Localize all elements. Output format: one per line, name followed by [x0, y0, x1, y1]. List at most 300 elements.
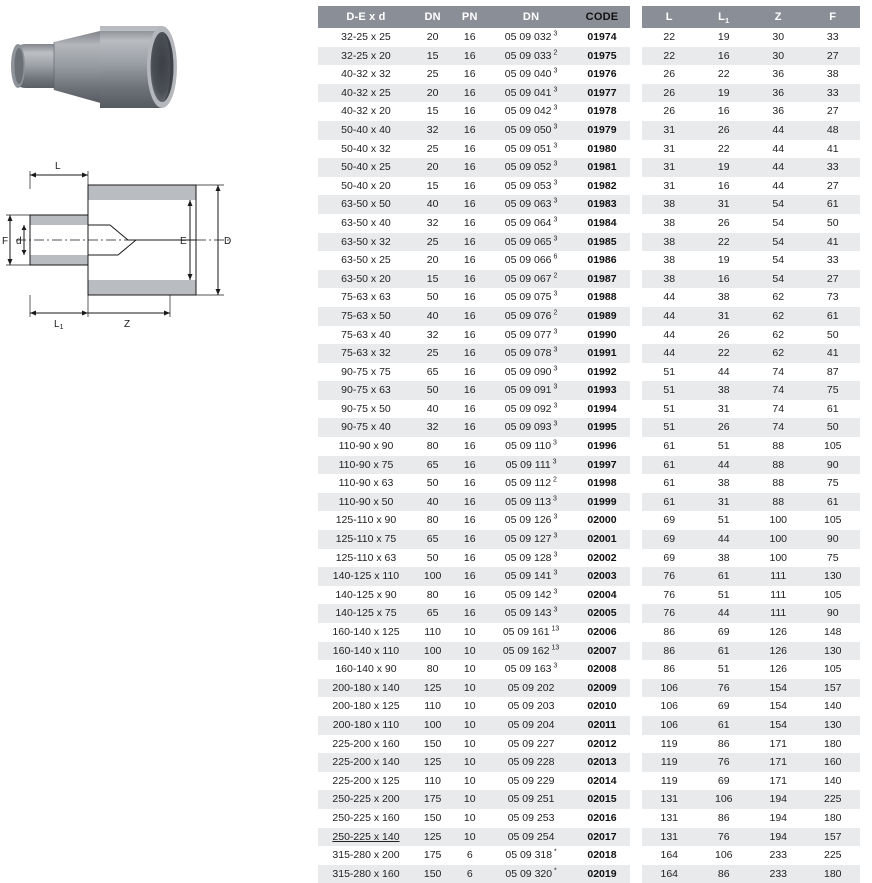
cell-dn-right: 05 09 112 $^2$ [488, 474, 574, 493]
table-row [318, 121, 630, 140]
cell-dn-left: 20 [414, 84, 451, 103]
cell-dimension: 90-75 x 63 [318, 381, 414, 400]
cell-dn-right: 05 09 141 $^3$ [488, 567, 574, 586]
cell-Z: 88 [751, 456, 806, 475]
cell-code: 01979 [574, 121, 630, 140]
cell-L: 44 [642, 344, 697, 363]
cell-dimension: 160-140 x 110 [318, 642, 414, 661]
cell-dimension: 63-50 x 20 [318, 270, 414, 289]
table-row [642, 307, 860, 326]
cell-Z: 111 [751, 604, 806, 623]
cell-code: 01993 [574, 381, 630, 400]
cell-Z: 194 [751, 828, 806, 847]
cell-F: 140 [806, 772, 861, 791]
cell-F: 180 [806, 735, 861, 754]
cell-dn-right: 05 09 254 [488, 828, 574, 847]
cell-dn-right: 05 09 229 [488, 772, 574, 791]
cell-pn: 6 [451, 846, 488, 865]
cell-Z: 100 [751, 511, 806, 530]
cell-L1: 16 [697, 177, 752, 196]
cell-dn-right: 05 09 075 $^3$ [488, 288, 574, 307]
cell-dimension: 40-32 x 20 [318, 102, 414, 121]
cell-L: 76 [642, 586, 697, 605]
table-row [642, 363, 860, 382]
cell-L1: 61 [697, 567, 752, 586]
cell-Z: 111 [751, 586, 806, 605]
cell-F: 41 [806, 140, 861, 159]
table-row [318, 251, 630, 270]
table-row [318, 772, 630, 791]
cell-dn-left: 80 [414, 511, 451, 530]
cell-code: 02007 [574, 642, 630, 661]
cell-pn: 16 [451, 567, 488, 586]
table-row [642, 567, 860, 586]
cell-F: 33 [806, 84, 861, 103]
cell-dn-right: 05 09 065 $^3$ [488, 233, 574, 252]
cell-L: 38 [642, 233, 697, 252]
cell-code: 01975 [574, 47, 630, 66]
cell-Z: 88 [751, 437, 806, 456]
cell-L1: 51 [697, 586, 752, 605]
cell-L: 51 [642, 418, 697, 437]
cell-L: 26 [642, 65, 697, 84]
cell-dn-right: 05 09 142 $^3$ [488, 586, 574, 605]
cell-dn-right: 05 09 033 $^2$ [488, 47, 574, 66]
dim-label-Z: Z [124, 319, 131, 330]
table-row [318, 530, 630, 549]
table-row [642, 437, 860, 456]
cell-L1: 38 [697, 474, 752, 493]
cell-F: 61 [806, 195, 861, 214]
cell-pn: 16 [451, 381, 488, 400]
cell-L1: 51 [697, 660, 752, 679]
cell-dn-left: 25 [414, 65, 451, 84]
table-row [642, 790, 860, 809]
cell-dn-left: 80 [414, 660, 451, 679]
cell-F: 75 [806, 549, 861, 568]
cell-F: 75 [806, 474, 861, 493]
cell-pn: 10 [451, 716, 488, 735]
cell-pn: 16 [451, 270, 488, 289]
cell-code: 01987 [574, 270, 630, 289]
cell-F: 130 [806, 567, 861, 586]
cell-dimension: 32-25 x 25 [318, 28, 414, 47]
dim-label-L: L [55, 161, 61, 172]
cell-Z: 62 [751, 307, 806, 326]
header-L1: $L_1$ [697, 6, 752, 28]
table-row [318, 214, 630, 233]
cell-pn: 16 [451, 549, 488, 568]
cell-dn-right: 05 09 066 $^6$ [488, 251, 574, 270]
cell-L1: 69 [697, 623, 752, 642]
table-row [318, 233, 630, 252]
cell-dn-left: 15 [414, 177, 451, 196]
cell-pn: 16 [451, 418, 488, 437]
cell-pn: 16 [451, 65, 488, 84]
table-row [642, 753, 860, 772]
cell-pn: 10 [451, 660, 488, 679]
cell-pn: 16 [451, 195, 488, 214]
cell-dn-left: 100 [414, 642, 451, 661]
table-row [318, 790, 630, 809]
cell-dn-right: 05 09 126 $^3$ [488, 511, 574, 530]
table-row [642, 660, 860, 679]
cell-pn: 16 [451, 251, 488, 270]
cell-pn: 10 [451, 642, 488, 661]
cell-L: 44 [642, 326, 697, 345]
cell-L: 26 [642, 102, 697, 121]
header-F: F [806, 6, 861, 28]
cell-code: 01982 [574, 177, 630, 196]
table-row [642, 772, 860, 791]
cell-L1: 26 [697, 326, 752, 345]
cell-Z: 88 [751, 474, 806, 493]
cell-L: 69 [642, 530, 697, 549]
cell-pn: 16 [451, 437, 488, 456]
cell-dn-left: 65 [414, 363, 451, 382]
cell-L: 44 [642, 288, 697, 307]
table-row [318, 660, 630, 679]
table-row [642, 716, 860, 735]
table-row [318, 307, 630, 326]
cell-dimension: 250-225 x 200 [318, 790, 414, 809]
cell-F: 33 [806, 158, 861, 177]
cell-Z: 36 [751, 102, 806, 121]
cell-code: 02012 [574, 735, 630, 754]
cell-Z: 154 [751, 697, 806, 716]
cell-code: 01988 [574, 288, 630, 307]
cell-pn: 10 [451, 753, 488, 772]
cell-dimension: 63-50 x 40 [318, 214, 414, 233]
cell-L1: 22 [697, 344, 752, 363]
cell-Z: 233 [751, 865, 806, 883]
table-row [642, 530, 860, 549]
cell-dn-right: 05 09 053 $^3$ [488, 177, 574, 196]
cell-L: 38 [642, 270, 697, 289]
cell-dimension: 110-90 x 50 [318, 493, 414, 512]
cell-dn-left: 80 [414, 586, 451, 605]
cell-dimension: 200-180 x 140 [318, 679, 414, 698]
cell-code: 02017 [574, 828, 630, 847]
cell-dn-left: 125 [414, 679, 451, 698]
cell-pn: 16 [451, 84, 488, 103]
cell-dimension: 160-140 x 90 [318, 660, 414, 679]
cell-dimension: 50-40 x 40 [318, 121, 414, 140]
cell-dn-left: 150 [414, 735, 451, 754]
cell-code: 01981 [574, 158, 630, 177]
cell-code: 01984 [574, 214, 630, 233]
table-row [318, 511, 630, 530]
cell-L: 86 [642, 642, 697, 661]
cell-Z: 54 [751, 233, 806, 252]
cell-L1: 16 [697, 102, 752, 121]
cell-L1: 61 [697, 716, 752, 735]
cell-L1: 22 [697, 140, 752, 159]
cell-L: 61 [642, 456, 697, 475]
cell-L1: 86 [697, 809, 752, 828]
table-row [318, 437, 630, 456]
table-row [318, 716, 630, 735]
cell-dimension: 140-125 x 75 [318, 604, 414, 623]
cell-L: 31 [642, 140, 697, 159]
cell-F: 105 [806, 511, 861, 530]
cell-L1: 26 [697, 418, 752, 437]
cell-L: 51 [642, 381, 697, 400]
cell-Z: 44 [751, 140, 806, 159]
cell-code: 01983 [574, 195, 630, 214]
cell-dn-right: 05 09 041 $^3$ [488, 84, 574, 103]
cell-code: 01977 [574, 84, 630, 103]
table-row [318, 65, 630, 84]
table-row [318, 288, 630, 307]
cell-F: 90 [806, 604, 861, 623]
table-row [318, 102, 630, 121]
table-row [318, 418, 630, 437]
cell-code: 02000 [574, 511, 630, 530]
cell-F: 61 [806, 400, 861, 419]
table-row [318, 567, 630, 586]
cell-F: 140 [806, 697, 861, 716]
cell-dimension: 110-90 x 63 [318, 474, 414, 493]
cell-dn-right: 05 09 091 $^3$ [488, 381, 574, 400]
table-row [318, 344, 630, 363]
cell-Z: 54 [751, 214, 806, 233]
cell-dn-right: 05 09 077 $^3$ [488, 326, 574, 345]
cell-dn-right: 05 09 143 $^3$ [488, 604, 574, 623]
table-row [318, 363, 630, 382]
cell-L: 31 [642, 158, 697, 177]
cell-Z: 62 [751, 326, 806, 345]
cell-dimension: 40-32 x 25 [318, 84, 414, 103]
product-code-table [318, 6, 630, 883]
cell-Z: 74 [751, 363, 806, 382]
cell-dn-left: 110 [414, 697, 451, 716]
cell-pn: 10 [451, 790, 488, 809]
cell-code: 01997 [574, 456, 630, 475]
cell-code: 02008 [574, 660, 630, 679]
cell-code: 02019 [574, 865, 630, 883]
cell-L1: 16 [697, 270, 752, 289]
cell-F: 180 [806, 809, 861, 828]
cell-L: 131 [642, 828, 697, 847]
cell-dimension: 63-50 x 50 [318, 195, 414, 214]
cell-pn: 16 [451, 158, 488, 177]
cell-dn-left: 175 [414, 790, 451, 809]
cell-dimension: 125-110 x 75 [318, 530, 414, 549]
dim-label-d: d [16, 236, 22, 247]
table-row [318, 28, 630, 47]
cell-L1: 31 [697, 493, 752, 512]
cell-L1: 44 [697, 530, 752, 549]
table-row [642, 65, 860, 84]
header-Z: Z [751, 6, 806, 28]
cell-Z: 44 [751, 121, 806, 140]
cell-dn-right: 05 09 161 $^{13}$ [488, 623, 574, 642]
cell-dn-left: 25 [414, 233, 451, 252]
cell-L: 76 [642, 567, 697, 586]
cell-L: 26 [642, 84, 697, 103]
cell-L: 61 [642, 493, 697, 512]
cell-pn: 16 [451, 28, 488, 47]
table-row [318, 195, 630, 214]
cell-dimension: 125-110 x 90 [318, 511, 414, 530]
cell-dn-left: 40 [414, 400, 451, 419]
cell-dn-left: 32 [414, 326, 451, 345]
cell-pn: 16 [451, 177, 488, 196]
product-code-table-header [318, 6, 630, 28]
cell-Z: 233 [751, 846, 806, 865]
cell-F: 225 [806, 846, 861, 865]
cell-L1: 16 [697, 47, 752, 66]
cell-dn-left: 15 [414, 47, 451, 66]
cell-Z: 74 [751, 418, 806, 437]
cell-Z: 88 [751, 493, 806, 512]
table-row [642, 679, 860, 698]
table-row [318, 177, 630, 196]
table-row [642, 158, 860, 177]
cell-dn-right: 05 09 090 $^3$ [488, 363, 574, 382]
cell-dn-left: 125 [414, 753, 451, 772]
cell-dimension: 110-90 x 75 [318, 456, 414, 475]
cell-Z: 44 [751, 158, 806, 177]
cell-pn: 16 [451, 456, 488, 475]
cell-L: 76 [642, 604, 697, 623]
table-row [642, 474, 860, 493]
table-row [318, 493, 630, 512]
cell-code: 01990 [574, 326, 630, 345]
cell-L1: 31 [697, 400, 752, 419]
cell-pn: 16 [451, 474, 488, 493]
dimensions-table [642, 6, 860, 883]
cell-dimension: 140-125 x 110 [318, 567, 414, 586]
table-row [642, 623, 860, 642]
cell-L1: 31 [697, 195, 752, 214]
cell-dimension: 63-50 x 32 [318, 233, 414, 252]
cell-F: 33 [806, 251, 861, 270]
cell-L1: 44 [697, 363, 752, 382]
cell-dn-right: 05 09 092 $^3$ [488, 400, 574, 419]
cell-code: 01998 [574, 474, 630, 493]
table-row [318, 140, 630, 159]
cell-dn-right: 05 09 076 $^2$ [488, 307, 574, 326]
cell-dn-right: 05 09 051 $^3$ [488, 140, 574, 159]
cell-dn-left: 65 [414, 604, 451, 623]
cell-L: 44 [642, 307, 697, 326]
cell-dimension: 125-110 x 63 [318, 549, 414, 568]
cell-dimension: 75-63 x 63 [318, 288, 414, 307]
cell-F: 130 [806, 642, 861, 661]
cell-L1: 86 [697, 735, 752, 754]
cell-dimension: 90-75 x 50 [318, 400, 414, 419]
table-row [318, 270, 630, 289]
table-row [642, 28, 860, 47]
table-row [642, 47, 860, 66]
cell-dn-left: 20 [414, 158, 451, 177]
cell-code: 02003 [574, 567, 630, 586]
cell-Z: 36 [751, 84, 806, 103]
cell-L1: 38 [697, 288, 752, 307]
table-row [642, 381, 860, 400]
cell-pn: 10 [451, 772, 488, 791]
cell-Z: 30 [751, 47, 806, 66]
cell-dn-left: 150 [414, 865, 451, 883]
cell-Z: 54 [751, 251, 806, 270]
cell-L: 119 [642, 753, 697, 772]
cell-pn: 16 [451, 102, 488, 121]
cell-Z: 194 [751, 809, 806, 828]
cell-F: 48 [806, 121, 861, 140]
cell-dn-right: 05 09 078 $^3$ [488, 344, 574, 363]
cell-L: 31 [642, 121, 697, 140]
cell-L1: 44 [697, 456, 752, 475]
cell-Z: 54 [751, 270, 806, 289]
cell-dimension: 40-32 x 32 [318, 65, 414, 84]
cell-dn-left: 50 [414, 381, 451, 400]
cell-pn: 16 [451, 47, 488, 66]
cell-Z: 171 [751, 753, 806, 772]
cell-dn-right: 05 09 067 $^2$ [488, 270, 574, 289]
technical-drawing [0, 145, 310, 335]
cell-dn-right: 05 09 163 $^3$ [488, 660, 574, 679]
cell-dimension: 315-280 x 160 [318, 865, 414, 883]
cell-pn: 10 [451, 828, 488, 847]
cell-F: 148 [806, 623, 861, 642]
cell-Z: 100 [751, 530, 806, 549]
table-row [642, 735, 860, 754]
cell-dimension: 225-200 x 160 [318, 735, 414, 754]
cell-L: 61 [642, 437, 697, 456]
cell-L1: 76 [697, 679, 752, 698]
cell-F: 61 [806, 493, 861, 512]
cell-L: 38 [642, 195, 697, 214]
cell-code: 01989 [574, 307, 630, 326]
cell-dn-right: 05 09 228 [488, 753, 574, 772]
table-row [642, 326, 860, 345]
cell-pn: 10 [451, 735, 488, 754]
cell-code: 01994 [574, 400, 630, 419]
cell-dn-right: 05 09 127 $^3$ [488, 530, 574, 549]
table-row [318, 549, 630, 568]
cell-pn: 16 [451, 604, 488, 623]
table-row [318, 400, 630, 419]
cell-F: 27 [806, 102, 861, 121]
cell-pn: 16 [451, 344, 488, 363]
cell-pn: 16 [451, 363, 488, 382]
cell-dn-left: 32 [414, 418, 451, 437]
cell-L1: 51 [697, 437, 752, 456]
cell-dn-right: 05 09 110 $^3$ [488, 437, 574, 456]
cell-Z: 100 [751, 549, 806, 568]
cell-dimension: 200-180 x 125 [318, 697, 414, 716]
table-row [642, 121, 860, 140]
cell-dn-right: 05 09 162 $^{13}$ [488, 642, 574, 661]
cell-dn-left: 110 [414, 623, 451, 642]
table-row [642, 195, 860, 214]
table-row [318, 84, 630, 103]
cell-F: 180 [806, 865, 861, 883]
cell-L1: 106 [697, 846, 752, 865]
cell-F: 41 [806, 233, 861, 252]
cell-dn-right: 05 09 318 * [488, 846, 574, 865]
table-row [642, 549, 860, 568]
cell-code: 02014 [574, 772, 630, 791]
cell-code: 02009 [574, 679, 630, 698]
cell-dn-left: 100 [414, 567, 451, 586]
cell-Z: 126 [751, 623, 806, 642]
cell-F: 61 [806, 307, 861, 326]
cell-pn: 16 [451, 140, 488, 159]
cell-F: 75 [806, 381, 861, 400]
